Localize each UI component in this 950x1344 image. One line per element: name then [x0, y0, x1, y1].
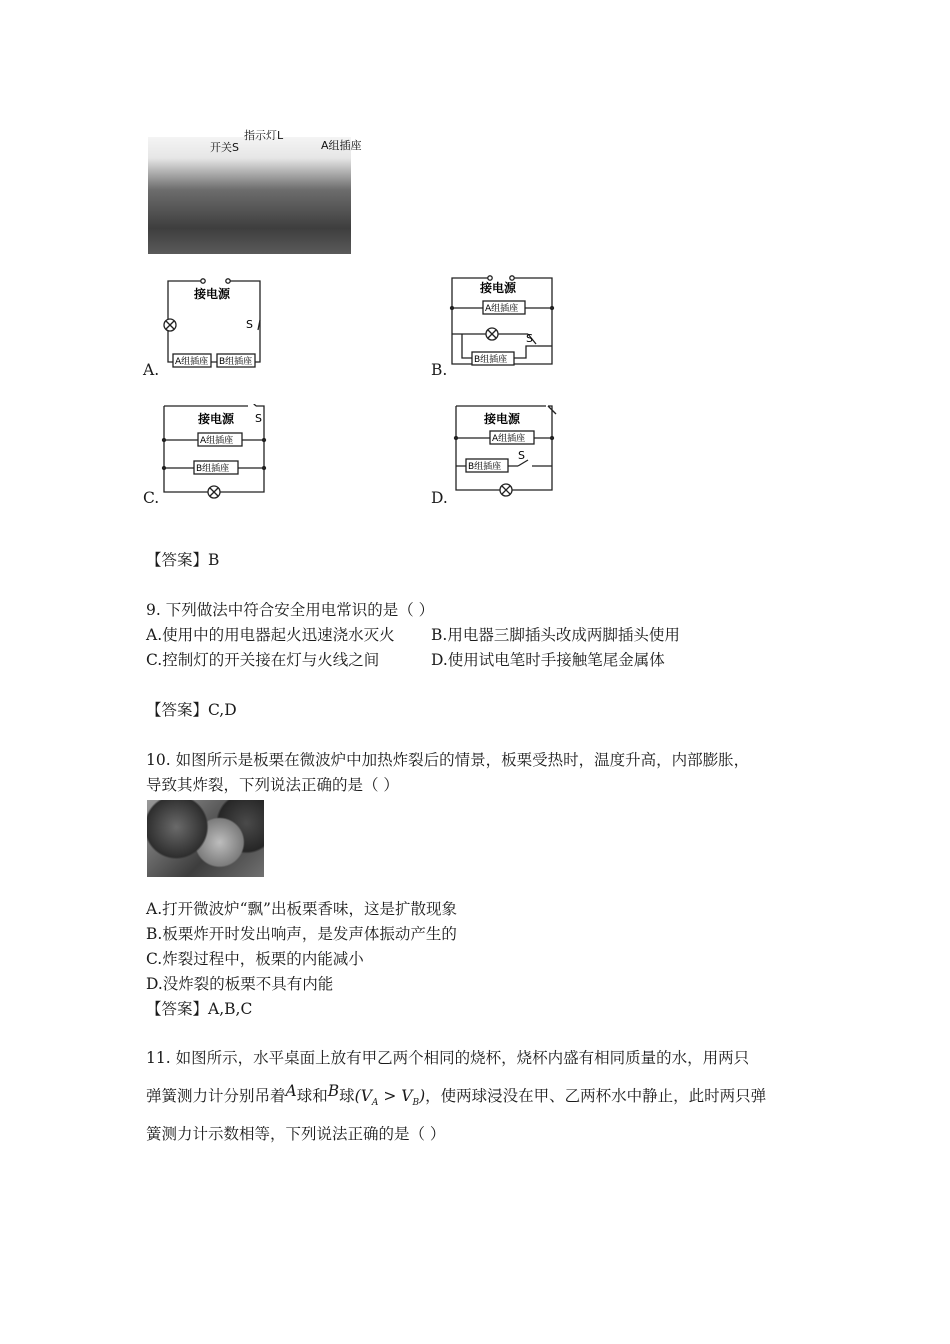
- q10-option-d: D.没炸裂的板栗不具有内能: [146, 975, 334, 993]
- ball-a-symbol: A: [285, 1082, 297, 1100]
- label-lamp: 指示灯L: [244, 129, 284, 142]
- q10-answer: 【答案】A,B,C: [146, 1000, 253, 1018]
- volume-sub-a: A: [371, 1098, 379, 1109]
- diagram-d-socket-b: B组插座: [468, 462, 502, 472]
- diagram-c-switch: S: [255, 412, 262, 425]
- circuit-diagram-b: [448, 272, 558, 377]
- q10-option-a: A.打开微波炉“飘”出板栗香味，这是扩散现象: [146, 900, 457, 918]
- option-d-label: D.: [431, 489, 448, 507]
- diagram-a-socket-a: A组插座: [175, 357, 209, 367]
- option-a-label: A.: [143, 361, 160, 379]
- q11-and: 球和: [296, 1087, 328, 1105]
- diagram-a-socket-b: B组插座: [219, 357, 253, 367]
- q11-line-1: 11. 如图所示，水平桌面上放有甲乙两个相同的烧杯，烧杯内盛有相同质量的水，用两只: [146, 1049, 750, 1067]
- q11-ball: 球: [339, 1087, 355, 1105]
- circuit-diagram-c: [160, 404, 270, 500]
- diagram-a-source: 接电源: [194, 287, 231, 301]
- diagram-c-socket-b: B组插座: [196, 464, 230, 474]
- q9-stem: 9. 下列做法中符合安全用电常识的是（ ）: [146, 601, 435, 619]
- socket-photo: [148, 129, 362, 254]
- q11-line-2-end: ，使两球浸没在甲、乙两杯水中静止，此时两只弹: [425, 1087, 767, 1105]
- diagram-c-source: 接电源: [198, 412, 235, 426]
- q11-line-2-start: 弹簧测力计分别吊着: [146, 1087, 286, 1105]
- label-socket-a: A组插座: [321, 139, 362, 152]
- ball-b-symbol: B: [327, 1082, 340, 1100]
- diagram-c-socket-a: A组插座: [200, 436, 234, 446]
- q9-option-b: B.用电器三脚插头改成两脚插头使用: [431, 626, 680, 644]
- diagram-d-switch: S: [518, 449, 525, 462]
- option-b-label: B.: [431, 361, 448, 379]
- diagram-d-source: 接电源: [484, 412, 521, 426]
- volume-condition: [354, 1087, 426, 1109]
- volume-close: ): [419, 1087, 426, 1105]
- q10-line-2: 导致其炸裂，下列说法正确的是（ ）: [146, 776, 399, 794]
- chestnut-photo: [147, 800, 264, 877]
- circuit-diagram-d: [452, 404, 562, 500]
- q9-option-a: A.使用中的用电器起火迅速浇水灭火: [146, 626, 395, 644]
- q10-line-1: 10. 如图所示是板栗在微波炉中加热炸裂后的情景，板栗受热时，温度升高，内部膨胀，: [146, 751, 750, 769]
- diagram-b-source: 接电源: [480, 281, 517, 295]
- q9-option-d: D.使用试电笔时手接触笔尾金属体: [431, 651, 665, 669]
- q8-answer: 【答案】B: [146, 551, 220, 569]
- option-c-label: C.: [143, 489, 160, 507]
- diagram-b-socket-b: B组插座: [474, 355, 508, 365]
- diagram-d-socket-a: A组插座: [492, 434, 526, 444]
- diagram-b-switch: S: [526, 332, 533, 345]
- q10-option-c: C.炸裂过程中，板栗的内能减小: [146, 950, 364, 968]
- q10-option-b: B.板栗炸开时发出响声，是发声体振动产生的: [146, 925, 457, 943]
- q9-option-c: C.控制灯的开关接在灯与火线之间: [146, 651, 380, 669]
- diagram-a-switch: S: [246, 318, 253, 331]
- q11-line-3: 簧测力计示数相等，下列说法正确的是（ ）: [146, 1125, 446, 1143]
- volume-va: (V: [354, 1087, 372, 1105]
- volume-vb: > V: [378, 1087, 413, 1105]
- q11-line-2: [146, 1082, 767, 1113]
- circuit-diagram-a: [160, 276, 270, 371]
- diagram-b-socket-a: A组插座: [485, 304, 519, 314]
- label-switch: 开关S: [210, 141, 239, 154]
- q9-answer: 【答案】C,D: [146, 701, 237, 719]
- volume-sub-b: B: [412, 1098, 420, 1109]
